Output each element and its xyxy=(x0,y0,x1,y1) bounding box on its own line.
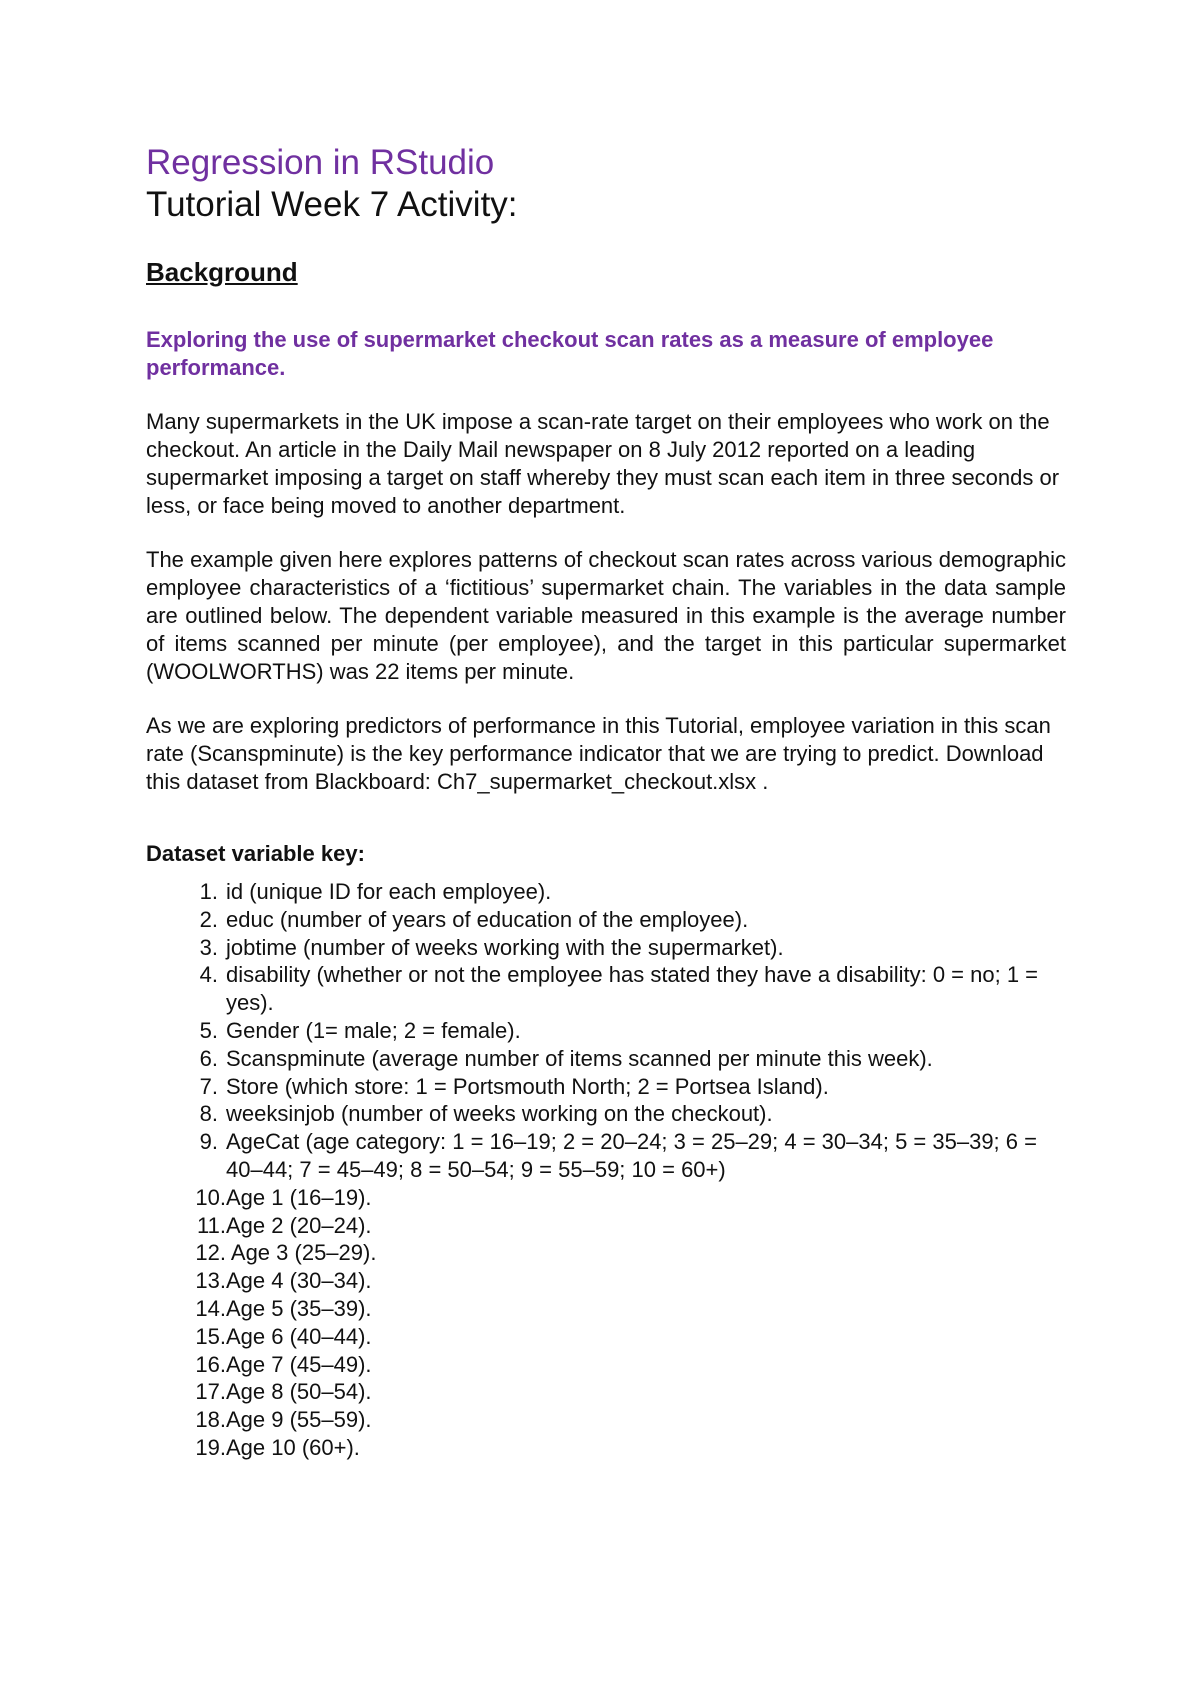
list-item-number: 15. xyxy=(195,1323,226,1349)
list-item xyxy=(146,878,1066,906)
list-item-number: 12. xyxy=(195,1240,226,1266)
list-item xyxy=(146,1323,1066,1351)
list-item xyxy=(146,934,1066,962)
list-item-text: disability (whether or not the employee has stated they have a disability: 0 = no; 1 = yes). xyxy=(226,962,1039,1016)
list-item-text: Age 8 (50–54). xyxy=(226,1379,372,1405)
list-item-text: educ (number of years of education of the employee). xyxy=(226,906,749,932)
document-page xyxy=(146,142,1066,1462)
list-item xyxy=(146,1239,1066,1267)
list-item xyxy=(146,1184,1066,1212)
list-item xyxy=(146,1434,1066,1462)
paragraph-predictors: As we are exploring predictors of performance in this Tutorial, employee variation in this scan rate (Scanspminute) is the key performance indicator that we are trying to predict. Download this dataset from Blackboard: Ch7_supermarket_checkout.xlsx . xyxy=(146,713,1051,794)
list-item-text: Age 9 (55–59). xyxy=(226,1407,372,1433)
list-item-text: Age 1 (16–19). xyxy=(226,1184,372,1210)
list-item xyxy=(146,1045,1066,1073)
document-title: Regression in RStudio xyxy=(146,143,495,182)
list-item xyxy=(146,1351,1066,1379)
list-item-number: 2. xyxy=(199,906,218,932)
list-item-text: Store (which store: 1 = Portsmouth North; 2 = Portsea Island). xyxy=(226,1073,829,1099)
list-item-text: Age 10 (60+). xyxy=(226,1434,360,1460)
list-item-number: 10. xyxy=(195,1184,226,1210)
list-item-number: 14. xyxy=(195,1295,226,1321)
list-item-text: Age 2 (20–24). xyxy=(226,1212,372,1238)
list-item-number: 7. xyxy=(199,1073,218,1099)
document-subtitle: Tutorial Week 7 Activity: xyxy=(146,185,518,224)
list-item-number: 19. xyxy=(195,1434,226,1460)
list-item-text: id (unique ID for each employee). xyxy=(226,879,552,904)
list-item-text: Age 7 (45–49). xyxy=(226,1351,372,1377)
list-item xyxy=(146,906,1066,934)
list-item xyxy=(146,1212,1066,1240)
list-item-number: 13. xyxy=(195,1268,226,1294)
list-item xyxy=(146,1100,1066,1128)
list-item xyxy=(146,1128,1066,1184)
list-item xyxy=(146,1378,1066,1406)
list-item-number: 6. xyxy=(199,1045,218,1071)
list-item-number: 16. xyxy=(195,1351,226,1377)
list-item-text: Age 6 (40–44). xyxy=(226,1323,372,1349)
list-item-number: 17. xyxy=(195,1379,226,1405)
list-item-number: 4. xyxy=(199,962,218,988)
list-item-number: 1. xyxy=(199,879,218,904)
variable-list xyxy=(146,878,1066,1462)
list-item-number: 3. xyxy=(199,934,218,960)
list-item-number: 18. xyxy=(195,1407,226,1433)
list-item xyxy=(146,1073,1066,1101)
lead-statement: Exploring the use of supermarket checkout scan rates as a measure of employee performance. xyxy=(146,327,994,380)
list-item-text: AgeCat (age category: 1 = 16–19; 2 = 20–24; 3 = 25–29; 4 = 30–34; 5 = 35–39; 6 = 40–44; 7 = 45–49; 8 = 50–54; 9 = 55–59; 10 = 60+) xyxy=(226,1129,1037,1182)
list-item-number: 5. xyxy=(199,1017,218,1043)
list-item xyxy=(146,1267,1066,1295)
list-item xyxy=(146,1406,1066,1434)
paragraph-scan-rate-target: Many supermarkets in the UK impose a scan-rate target on their employees who work on the checkout. An article in the Daily Mail newspaper on 8 July 2012 reported on a leading supermarket imposing a target on staff whereby they must scan each item in three seconds or less, or face being moved to another department. xyxy=(146,409,1060,518)
list-item-number: 8. xyxy=(199,1101,218,1127)
list-item xyxy=(146,1295,1066,1323)
list-item xyxy=(146,961,1066,1017)
list-item-number: 11. xyxy=(197,1212,226,1238)
list-item-text: Scanspminute (average number of items scanned per minute this week). xyxy=(226,1045,933,1071)
list-item-text: Age 5 (35–39). xyxy=(226,1295,372,1321)
variable-key-heading: Dataset variable key: xyxy=(146,841,365,866)
paragraph-example-description: The example given here explores patterns of checkout scan rates across various demographic employee characteristics of a ‘fictitious’ supermarket chain. The variables in the data sample are outlined below. The dependent variable measured in this example is the average number of items scanned per minute (per employee), and the target in this particular supermarket (WOOLWORTHS) was 22 items per minute. xyxy=(146,547,1066,684)
list-item-number: 9. xyxy=(199,1129,218,1155)
list-item-text: Age 3 (25–29). xyxy=(226,1240,377,1266)
background-heading: Background xyxy=(146,257,298,287)
list-item-text: Age 4 (30–34). xyxy=(226,1268,372,1294)
list-item-text: Gender (1= male; 2 = female). xyxy=(226,1017,521,1043)
list-item xyxy=(146,1017,1066,1045)
list-item-text: weeksinjob (number of weeks working on the checkout). xyxy=(226,1101,773,1127)
list-item-text: jobtime (number of weeks working with the supermarket). xyxy=(226,934,784,960)
